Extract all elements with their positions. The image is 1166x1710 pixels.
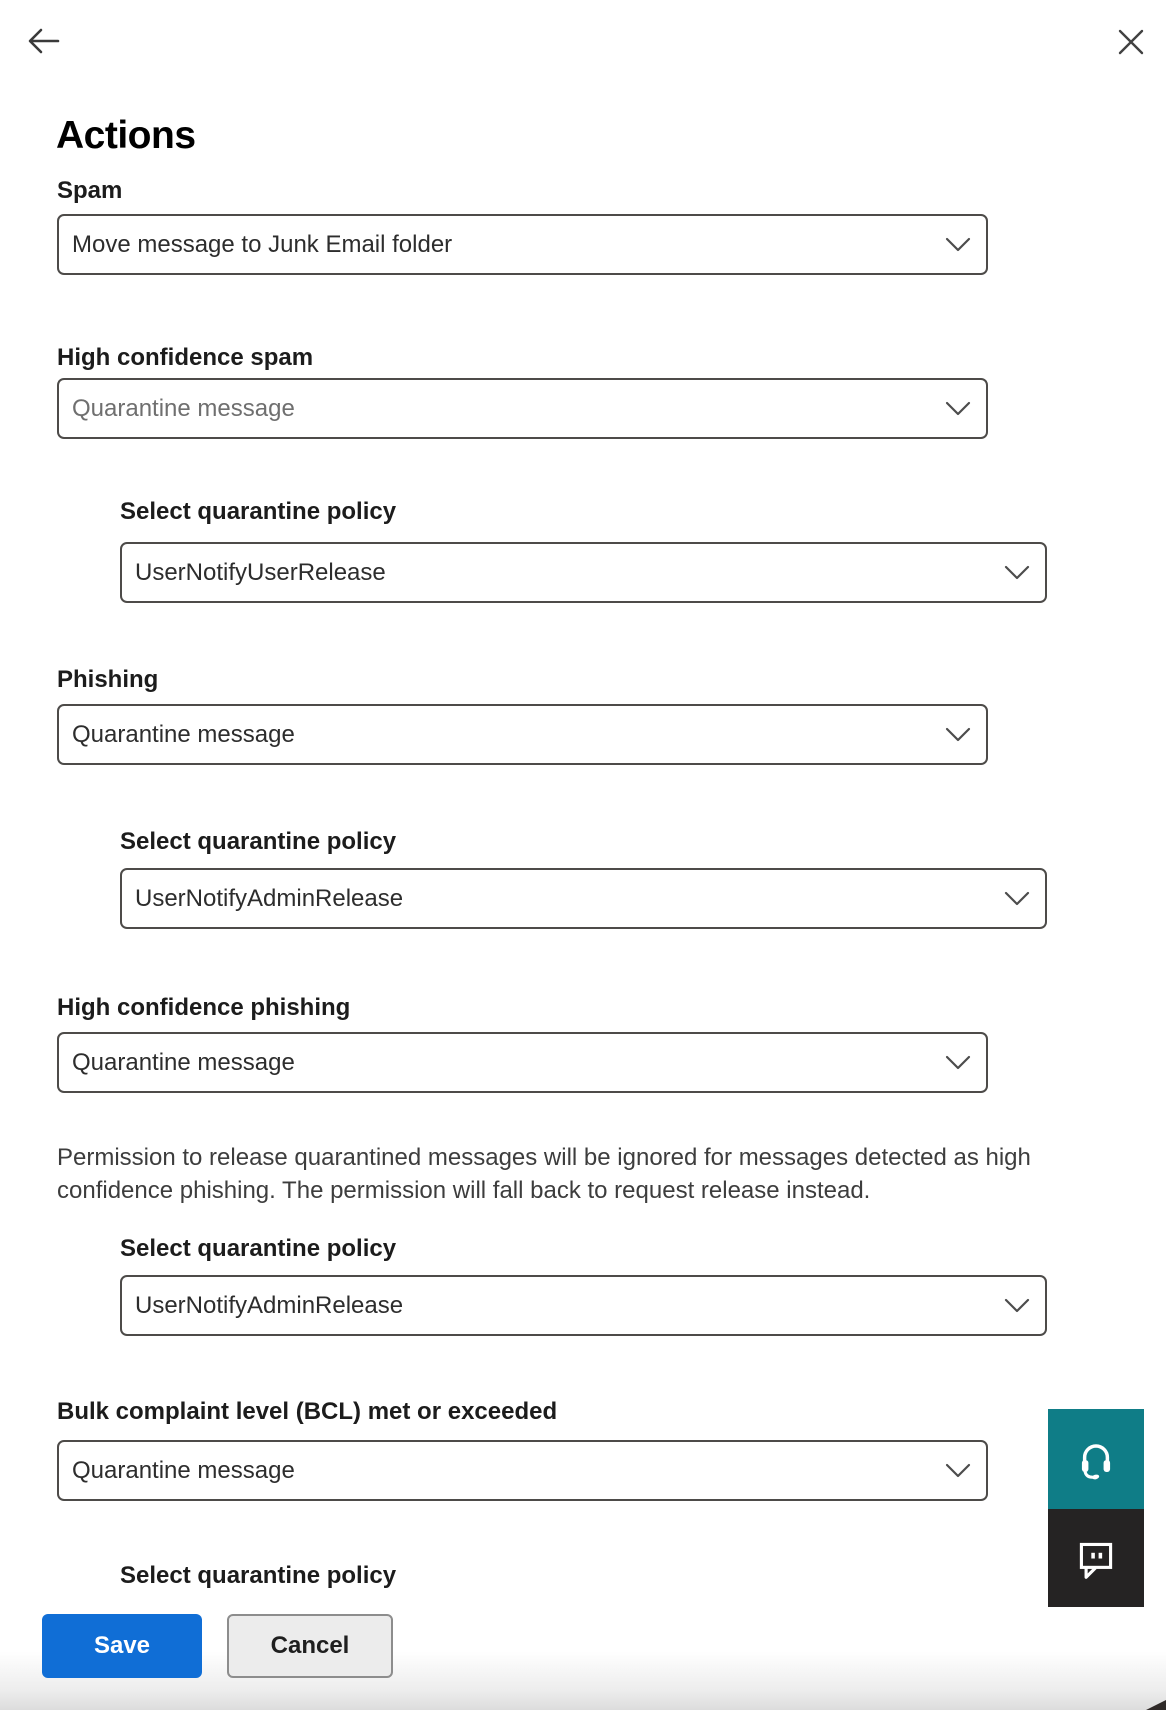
hcp-quarantine-policy-label: Select quarantine policy bbox=[120, 1235, 397, 1262]
save-button[interactable]: Save bbox=[42, 1614, 202, 1678]
phishing-quarantine-policy-label: Select quarantine policy bbox=[120, 828, 397, 855]
hcs-quarantine-policy-value: UserNotifyUserRelease bbox=[135, 558, 386, 586]
hcs-quarantine-policy-label: Select quarantine policy bbox=[120, 498, 397, 525]
bcl-action-dropdown[interactable] bbox=[57, 1440, 988, 1501]
page-title: Actions bbox=[56, 114, 196, 158]
chevron-down-icon bbox=[945, 1055, 971, 1071]
bcl-quarantine-policy-label: Select quarantine policy bbox=[120, 1562, 397, 1588]
high-confidence-spam-action-dropdown[interactable] bbox=[57, 378, 988, 439]
close-button[interactable] bbox=[1112, 23, 1150, 61]
spam-action-value: Move message to Junk Email folder bbox=[72, 230, 453, 258]
hcp-permission-note: Permission to release quarantined messages will be ignored for messages detected as high confidence phishing. The permission will fall back to request release instead. bbox=[57, 1144, 1031, 1204]
phishing-label: Phishing bbox=[57, 666, 159, 693]
chat-bubble-icon bbox=[1071, 1533, 1121, 1583]
phishing-action-value: Quarantine message bbox=[72, 720, 295, 748]
close-icon bbox=[1117, 28, 1145, 56]
back-button[interactable] bbox=[22, 19, 66, 63]
cancel-button[interactable]: Cancel bbox=[227, 1614, 393, 1678]
bcl-label: Bulk complaint level (BCL) met or exceeded bbox=[57, 1398, 558, 1425]
chevron-down-icon bbox=[945, 401, 971, 417]
spam-action-dropdown[interactable] bbox=[57, 214, 988, 275]
hcs-quarantine-policy-dropdown[interactable] bbox=[120, 542, 1047, 603]
bcl-action-value: Quarantine message bbox=[72, 1456, 295, 1484]
support-headset-button[interactable] bbox=[1048, 1409, 1144, 1509]
chevron-down-icon bbox=[945, 1463, 971, 1479]
chevron-down-icon bbox=[1004, 891, 1030, 907]
phishing-action-dropdown[interactable] bbox=[57, 704, 988, 765]
hcp-quarantine-policy-dropdown[interactable] bbox=[120, 1275, 1047, 1336]
phishing-quarantine-policy-value: UserNotifyAdminRelease bbox=[135, 884, 404, 912]
feedback-chat-button[interactable] bbox=[1048, 1509, 1144, 1607]
footer-bar bbox=[0, 1588, 1166, 1710]
high-confidence-phishing-action-dropdown[interactable] bbox=[57, 1032, 988, 1093]
hcp-quarantine-policy-value: UserNotifyAdminRelease bbox=[135, 1291, 404, 1319]
arrow-left-icon bbox=[26, 23, 62, 59]
headset-icon bbox=[1070, 1433, 1122, 1485]
high-confidence-phishing-label: High confidence phishing bbox=[57, 994, 351, 1021]
chevron-down-icon bbox=[945, 727, 971, 743]
chevron-down-icon bbox=[1004, 1298, 1030, 1314]
chevron-down-icon bbox=[945, 237, 971, 253]
high-confidence-spam-action-value: Quarantine message bbox=[72, 394, 295, 422]
phishing-quarantine-policy-dropdown[interactable] bbox=[120, 868, 1047, 929]
high-confidence-phishing-action-value: Quarantine message bbox=[72, 1048, 295, 1076]
chevron-down-icon bbox=[1004, 565, 1030, 581]
high-confidence-spam-label: High confidence spam bbox=[57, 344, 314, 371]
spam-label: Spam bbox=[57, 177, 123, 204]
